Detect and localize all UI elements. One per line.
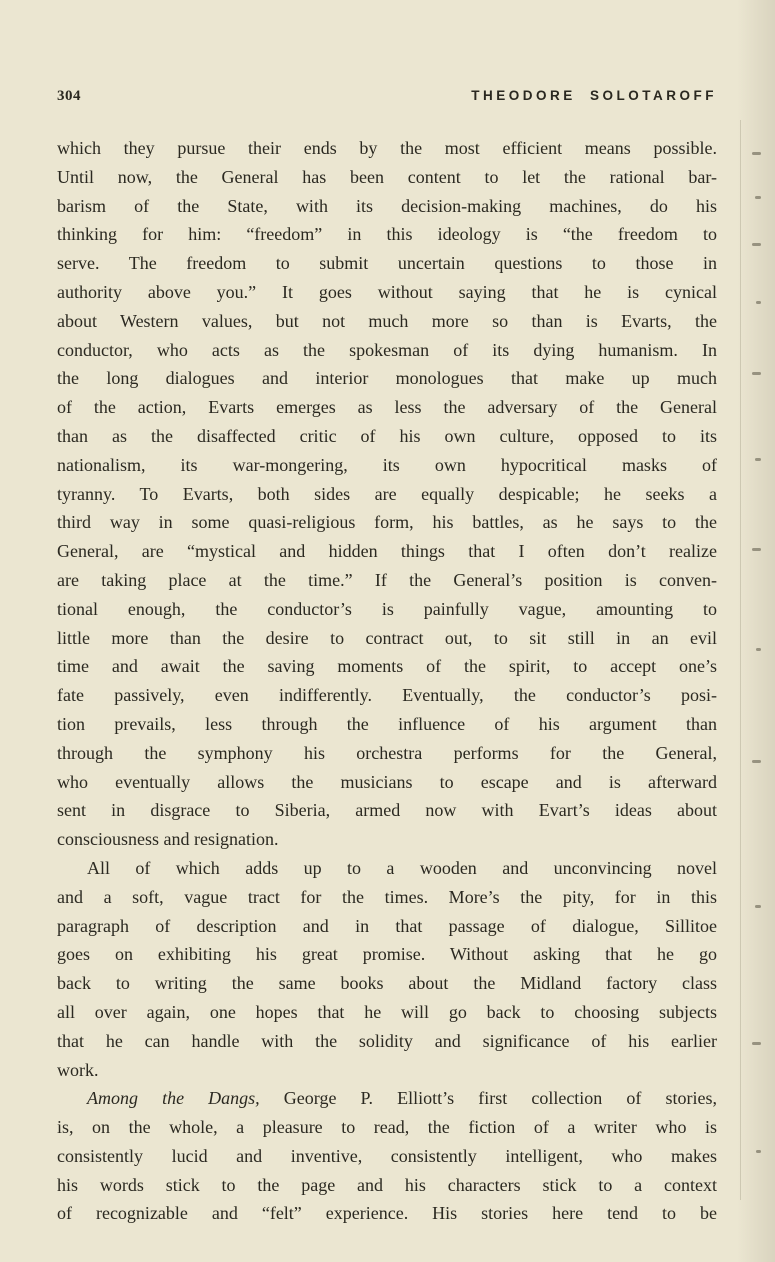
paragraph xyxy=(57,854,717,1084)
text-line: through the symphony his orchestra performs for the General, xyxy=(57,742,717,763)
text-line: that he can handle with the solidity and significance of his earlier xyxy=(57,1030,717,1051)
text-line: tion prevails, less through the influence of his argument than xyxy=(57,713,717,734)
text-line: paragraph of description and in that passage of dialogue, Sillitoe xyxy=(57,915,717,936)
text-line: who eventually allows the musicians to escape and is afterward xyxy=(57,771,717,792)
text-line xyxy=(57,1084,717,1113)
text-line: of recognizable and “felt” experience. His stories here tend to be xyxy=(57,1203,717,1224)
text-line: third way in some quasi-religious form, his battles, as he says to the xyxy=(57,512,717,533)
text-line: nationalism, its war-mongering, its own hypocritical masks of xyxy=(57,454,717,475)
text-line: tional enough, the conductor’s is painfully vague, amounting to xyxy=(57,598,717,619)
text-line: conductor, who acts as the spokesman of its dying humanism. In xyxy=(57,339,717,360)
page-number: 304 xyxy=(57,88,81,104)
text-line: serve. The freedom to submit uncertain questions to those in xyxy=(57,253,717,274)
text-line: the long dialogues and interior monologues that make up much xyxy=(57,368,717,389)
text-line: All of which adds up to a wooden and unconvincing novel xyxy=(87,857,717,878)
page-edge-line xyxy=(740,120,741,1200)
text-line: consciousness and resignation. xyxy=(57,829,279,850)
text-line: Until now, the General has been content to let the rational bar- xyxy=(57,166,717,187)
text-line: barism of the State, with its decision-making machines, do his xyxy=(57,195,717,216)
text-line: time and await the saving moments of the spirit, to accept one’s xyxy=(57,656,717,677)
text-line: is, on the whole, a pleasure to read, the fiction of a writer who is xyxy=(57,1117,717,1138)
italic-book-title: Among the Dangs, xyxy=(87,1088,260,1109)
text-line: General, are “mystical and hidden things that I often don’t realize xyxy=(57,541,717,562)
paragraph xyxy=(57,1084,717,1228)
text-line: of the action, Evarts emerges as less the adversary of the General xyxy=(57,397,717,418)
text-line: tyranny. To Evarts, both sides are equally despicable; he seeks a xyxy=(57,483,717,504)
text-line: back to writing the same books about the Midland factory class xyxy=(57,973,717,994)
body-text xyxy=(57,134,717,1228)
text-line: about Western values, but not much more so than is Evarts, the xyxy=(57,310,717,331)
text-line: which they pursue their ends by the most efficient means possible. xyxy=(57,138,717,158)
paragraph xyxy=(57,134,717,854)
text-line: authority above you.” It goes without saying that he is cynical xyxy=(57,281,717,302)
text-line: thinking for him: “freedom” in this ideology is “the freedom to xyxy=(57,224,717,245)
text-line: and a soft, vague tract for the times. More’s the pity, for in this xyxy=(57,886,717,907)
page-edge-shadow xyxy=(737,0,775,1262)
text-line: than as the disaffected critic of his own culture, opposed to its xyxy=(57,425,717,446)
text-segment: George P. Elliott’s first collection of stories, xyxy=(259,1088,717,1109)
running-title: THEODORE SOLOTAROFF xyxy=(471,88,717,103)
text-line: his words stick to the page and his characters stick to a context xyxy=(57,1174,717,1195)
running-header xyxy=(57,88,717,105)
text-line: goes on exhibiting his great promise. Without asking that he go xyxy=(57,944,717,965)
text-line: fate passively, even indifferently. Eventually, the conductor’s posi- xyxy=(57,685,717,706)
text-line: all over again, one hopes that he will go back to choosing subjects xyxy=(57,1001,717,1022)
text-line: little more than the desire to contract out, to sit still in an evil xyxy=(57,627,717,648)
text-line: work. xyxy=(57,1059,99,1080)
text-line: consistently lucid and inventive, consistently intelligent, who makes xyxy=(57,1145,717,1166)
text-line: sent in disgrace to Siberia, armed now with Evart’s ideas about xyxy=(57,800,717,821)
text-line: are taking place at the time.” If the General’s position is conven- xyxy=(57,569,717,590)
